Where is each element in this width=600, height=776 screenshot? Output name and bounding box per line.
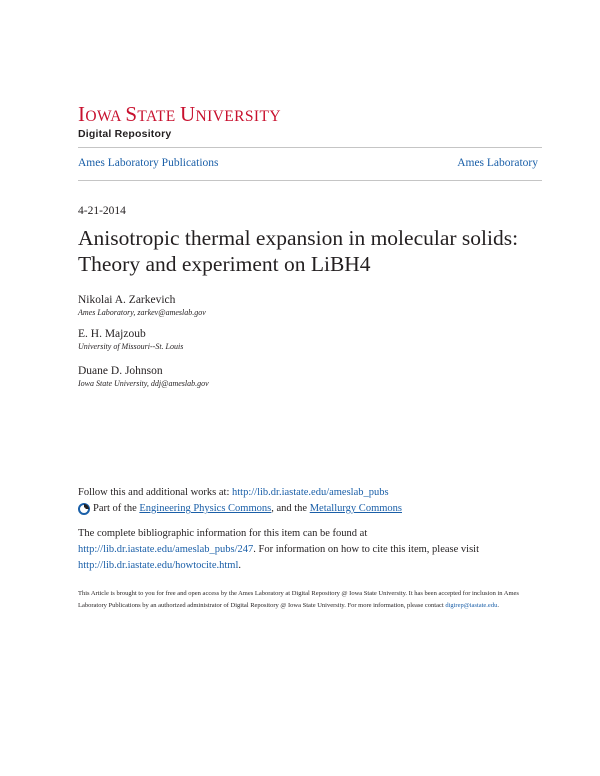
citation-text: . [238, 560, 242, 571]
commons-line [78, 501, 548, 517]
header-divider-bottom [78, 180, 542, 181]
author-affiliation: Iowa State University, ddj@ameslab.gov [78, 379, 209, 388]
author-block [78, 327, 183, 353]
logo-part: I [78, 102, 86, 126]
citation-text: The complete bibliographic information for this item can be found at [78, 528, 368, 539]
publication-date: 4-21-2014 [78, 205, 126, 217]
article-title: Anisotropic thermal expansion in molecular solids: Theory and experiment on LiBH4 [78, 226, 519, 276]
logo-part: NIVERSITY [195, 108, 281, 125]
notice-end: . [497, 602, 499, 609]
citation-url-link[interactable]: http://lib.dr.iastate.edu/ameslab_pubs/247 [78, 544, 254, 555]
engineering-physics-commons-link[interactable]: Engineering Physics Commons [139, 503, 272, 514]
logo-part: TATE [137, 108, 180, 125]
citation-paragraph [78, 526, 518, 574]
logo-part: S [125, 102, 138, 126]
logo-part: OWA [85, 108, 126, 125]
metallurgy-commons-link[interactable]: Metallurgy Commons [309, 503, 402, 514]
author-affiliation: Ames Laboratory, zarkev@ameslab.gov [78, 308, 206, 317]
author-affiliation: University of Missouri--St. Louis [78, 342, 184, 351]
commons-prefix: Part of the [93, 503, 140, 514]
ames-lab-publications-link[interactable]: Ames Laboratory Publications [78, 157, 219, 169]
commons-icon [78, 503, 90, 515]
commons-middle: , and the [271, 503, 310, 514]
notice-text: This Article is brought to you for free and open access by the Ames Laboratory at Digital Repository @ Iowa State University. It has been accepted for inclusion in Ames Laboratory Publications by an authorized administrator of Digital Repository @ Iowa State University. For more information, please contact [78, 590, 519, 609]
logo-repository-name: Digital Repository [78, 128, 172, 140]
follow-line [78, 485, 548, 501]
author-name: Nikolai A. Zarkevich [78, 294, 176, 306]
university-logo[interactable] [78, 104, 281, 140]
follow-url-link[interactable]: http://lib.dr.iastate.edu/ameslab_pubs [232, 487, 389, 498]
header-divider-top [78, 147, 542, 148]
logo-part: U [179, 102, 196, 126]
author-block [78, 364, 209, 390]
ames-lab-link[interactable]: Ames Laboratory [457, 157, 538, 169]
author-name: Duane D. Johnson [78, 365, 163, 377]
logo-university-name [78, 104, 281, 127]
follow-text: Follow this and additional works at: [78, 487, 232, 498]
howtocite-url-link[interactable]: http://lib.dr.iastate.edu/howtocite.html [78, 560, 239, 571]
open-access-notice [78, 588, 544, 612]
author-name: E. H. Majzoub [78, 328, 146, 340]
author-block [78, 293, 206, 319]
citation-text: . For information on how to cite this item, please visit [253, 544, 479, 555]
contact-email-link[interactable]: digirep@iastate.edu [445, 602, 498, 609]
